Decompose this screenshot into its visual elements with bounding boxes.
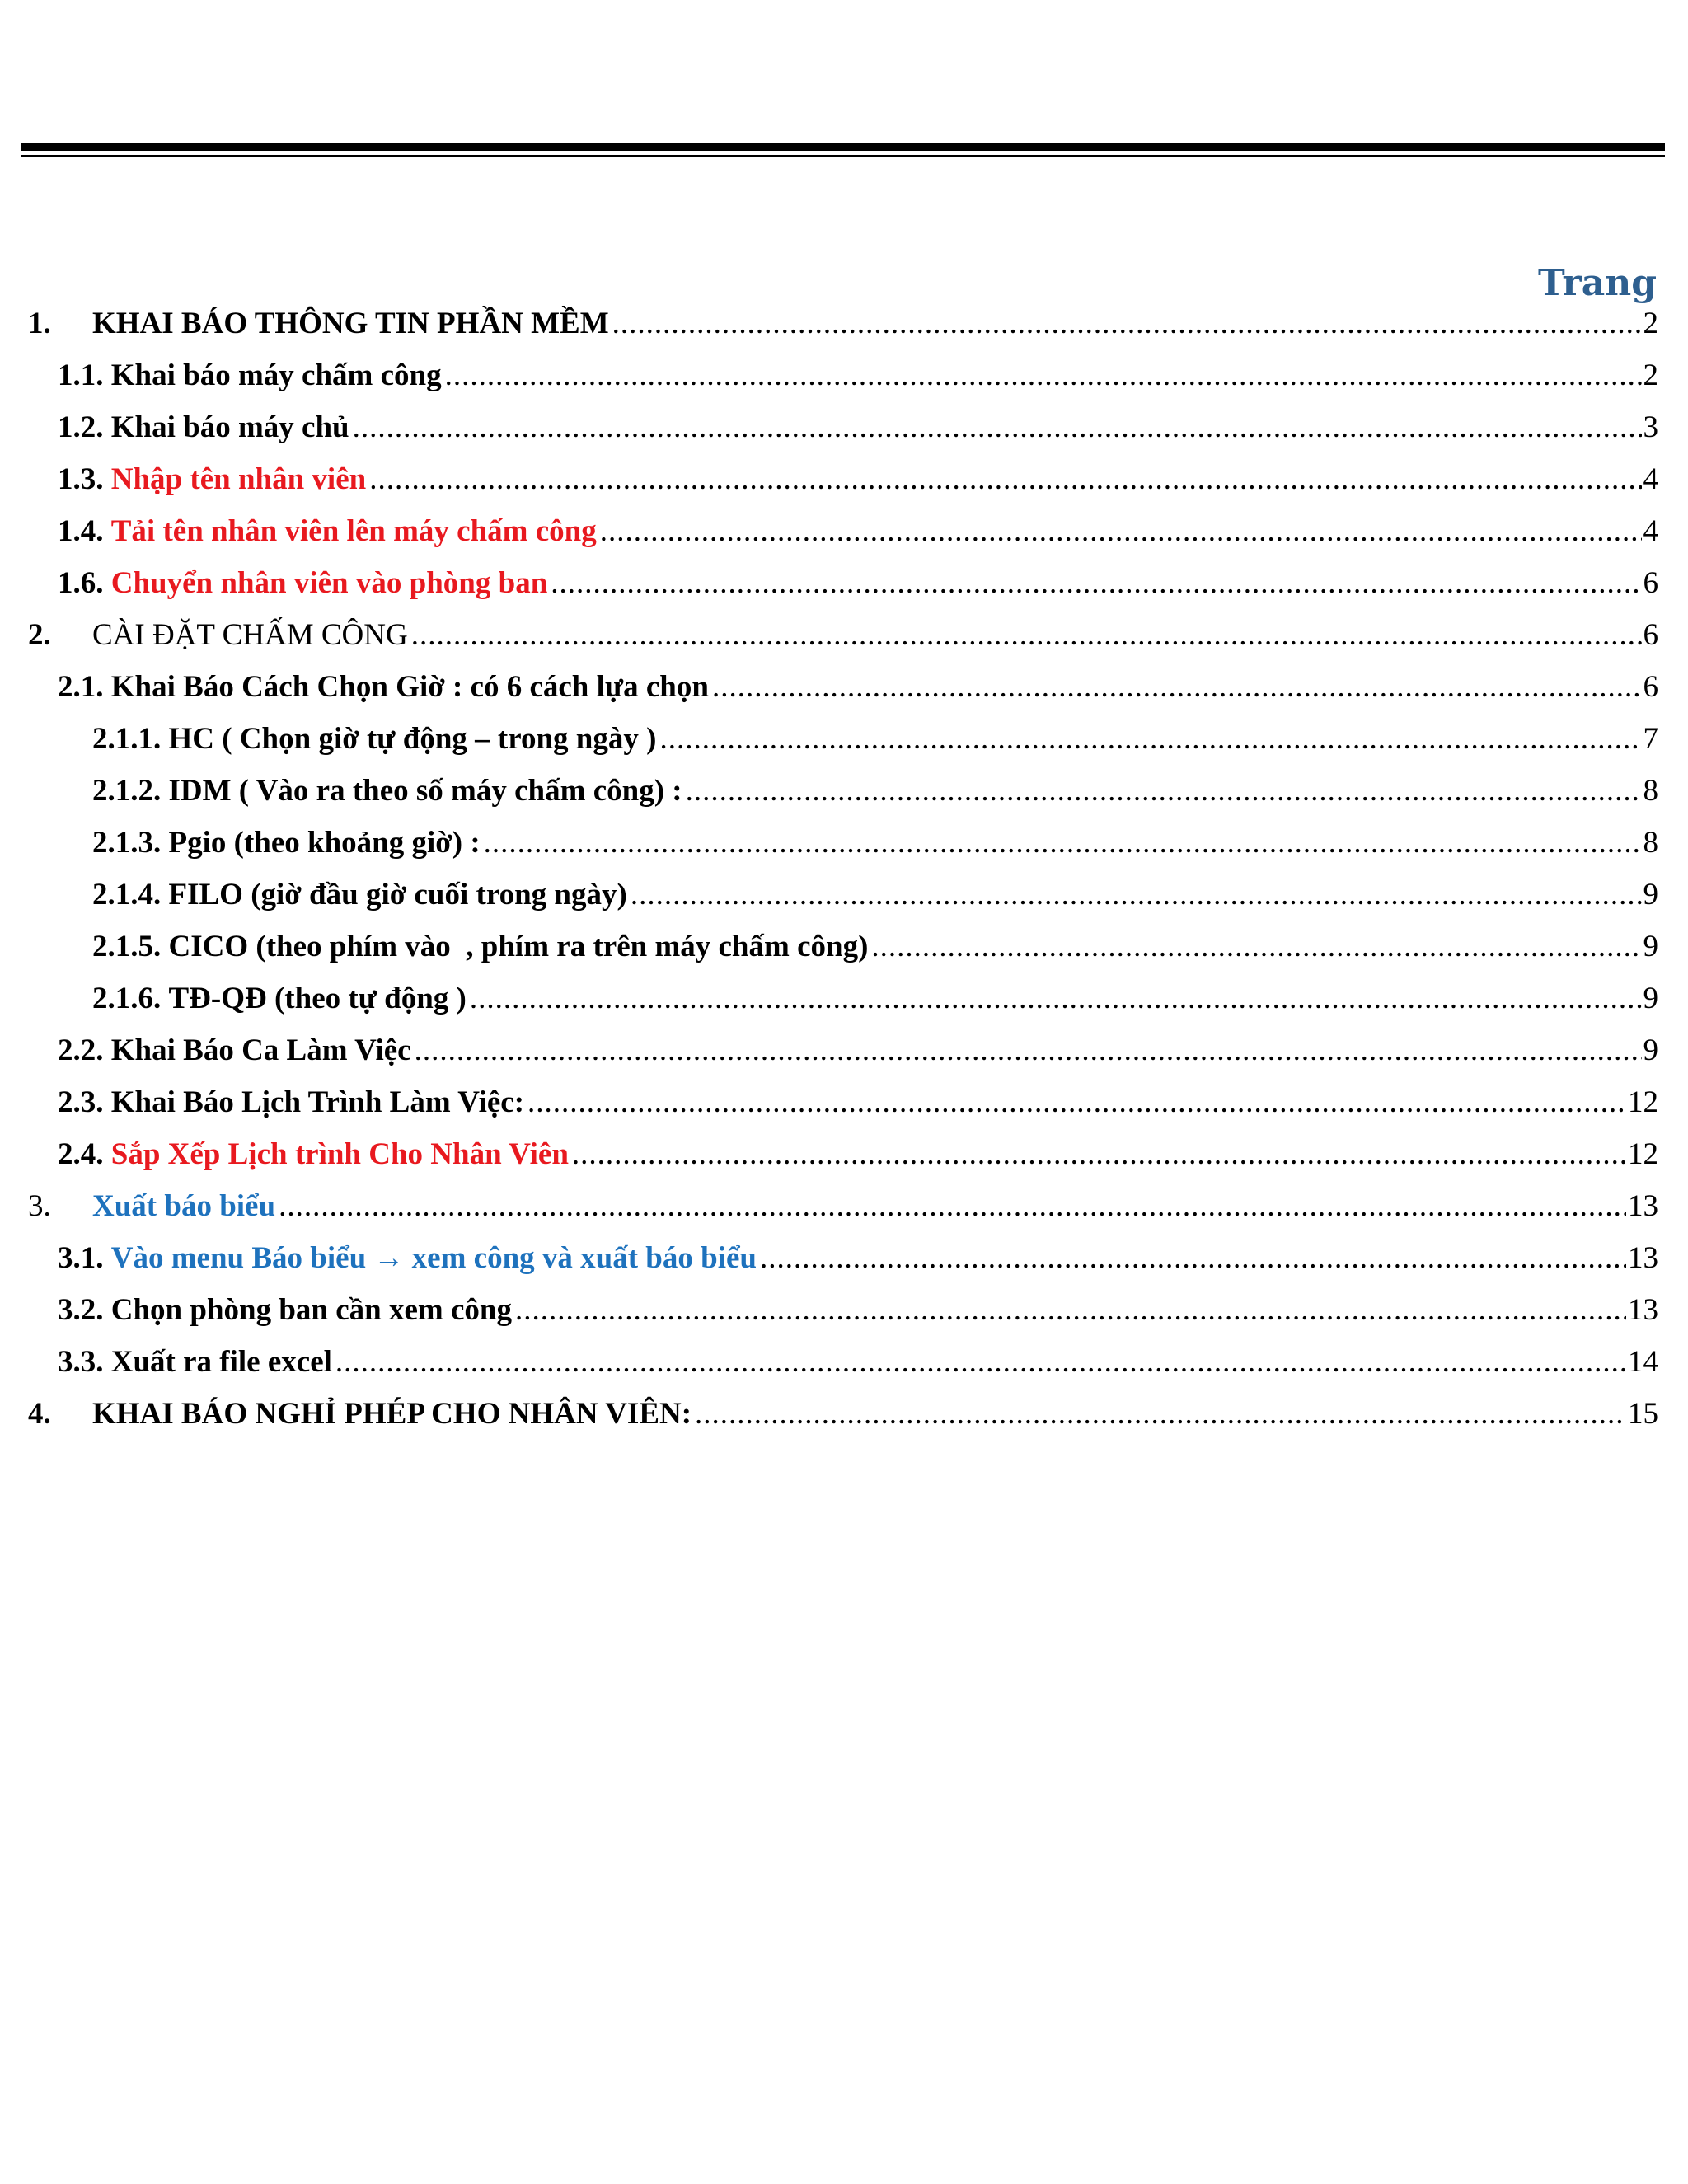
toc-entry-number: 1.3. [58, 462, 104, 496]
toc-entry-1-4[interactable] [58, 513, 1658, 565]
toc-entry-page: 9 [1643, 982, 1658, 1015]
toc-entry-title: CÀI ĐẶT CHẤM CÔNG [92, 618, 408, 652]
toc-entry-number: 1. [28, 307, 51, 340]
dot-leader [760, 1240, 1626, 1276]
toc-entry-number: 3.2. [58, 1293, 104, 1327]
toc-entry-title: Pgio (theo khoảng giờ) : [168, 826, 481, 860]
toc-entry-title: Khai báo máy chủ [110, 410, 349, 444]
dot-leader [712, 669, 1642, 705]
dot-leader [871, 929, 1641, 964]
toc-entry-page: 2 [1643, 307, 1658, 340]
dot-leader [415, 1033, 1642, 1068]
toc-entry-page: 15 [1628, 1397, 1658, 1431]
dot-leader [335, 1344, 1626, 1380]
toc-entry-page: 6 [1643, 566, 1658, 600]
dot-leader [659, 721, 1641, 757]
toc-entry-page: 13 [1628, 1241, 1658, 1275]
toc-entry-number: 1.6. [58, 566, 104, 600]
dot-leader [528, 1085, 1626, 1120]
toc-entry-title: Chuyển nhân viên vào phòng ban [110, 566, 548, 600]
toc-entry-3-3[interactable] [58, 1344, 1658, 1396]
dot-leader [411, 617, 1642, 653]
toc-entry-2-3[interactable] [58, 1085, 1658, 1137]
toc-entry-title: HC ( Chọn giờ tự động – trong ngày ) [168, 722, 657, 756]
dot-leader [369, 462, 1641, 497]
toc-entry-2-1-3[interactable] [92, 825, 1658, 877]
toc-entry-2-1-1[interactable] [92, 721, 1658, 773]
toc-entry-title: TĐ-QĐ (theo tự động ) [168, 982, 467, 1015]
toc-entry-title: Tải tên nhân viên lên máy chấm công [110, 514, 597, 548]
toc-entry-page: 9 [1643, 1033, 1658, 1067]
dot-leader [484, 825, 1642, 860]
toc-entry-2-1-5[interactable] [92, 929, 1658, 981]
toc-entry-page: 6 [1643, 670, 1658, 704]
toc-entry-page: 8 [1643, 774, 1658, 808]
toc-entry-page: 13 [1628, 1189, 1658, 1223]
toc-entry-2-4[interactable] [58, 1137, 1658, 1188]
dot-leader [695, 1396, 1626, 1432]
dot-leader [445, 358, 1642, 393]
toc-entry-title: Khai Báo Ca Làm Việc [110, 1033, 411, 1067]
toc-entry-number: 3.1. [58, 1241, 104, 1275]
toc-entry-page: 2 [1643, 359, 1658, 392]
dot-leader [551, 565, 1641, 601]
toc-entry-4[interactable] [28, 1396, 1658, 1448]
toc-entry-1-2[interactable] [58, 410, 1658, 462]
toc-entry-1-1[interactable] [58, 358, 1658, 410]
toc-entry-title: Xuất ra file excel [110, 1345, 332, 1379]
toc-entry-number: 2.1.3. [92, 826, 162, 860]
toc-entry-number: 3. [28, 1189, 51, 1223]
toc-entry-title: FILO (giờ đầu giờ cuối trong ngày) [168, 878, 627, 912]
toc-entry-number: 1.4. [58, 514, 104, 548]
toc-entry-number: 2.1.4. [92, 878, 162, 912]
toc-entry-page: 13 [1628, 1293, 1658, 1327]
dot-leader [686, 773, 1642, 808]
toc-entry-title: Sắp Xếp Lịch trình Cho Nhân Viên [110, 1137, 569, 1171]
toc-entry-title: Xuất báo biểu [92, 1189, 276, 1223]
toc-entry-page: 6 [1643, 618, 1658, 652]
header-rule-thin [21, 155, 1665, 157]
toc-entry-2-1-4[interactable] [92, 877, 1658, 929]
toc-entry-page: 3 [1643, 410, 1658, 444]
toc-entry-page: 4 [1643, 462, 1658, 496]
toc-entry-page: 9 [1643, 878, 1658, 912]
toc-entry-number: 2.1.1. [92, 722, 162, 756]
toc-entry-2-1-2[interactable] [92, 773, 1658, 825]
toc-entry-title: Vào menu Báo biểu → xem công và xuất báo biểu [110, 1241, 757, 1275]
toc-entry-page: 9 [1643, 930, 1658, 963]
toc-entry-page: 8 [1643, 826, 1658, 860]
toc-entry-1[interactable] [28, 306, 1658, 358]
toc-page-heading: Trang [1538, 262, 1657, 304]
toc-entry-2-1-6[interactable] [92, 981, 1658, 1033]
dot-leader [470, 981, 1642, 1016]
toc-entry-title: Chọn phòng ban cần xem công [110, 1293, 513, 1327]
toc-entry-2[interactable] [28, 617, 1658, 669]
toc-entry-page: 4 [1643, 514, 1658, 548]
toc-entry-number: 2.1.5. [92, 930, 162, 963]
toc-entry-title: IDM ( Vào ra theo số máy chấm công) : [168, 774, 682, 808]
dot-leader [600, 513, 1642, 549]
dot-leader [279, 1188, 1626, 1224]
toc-entry-1-6[interactable] [58, 565, 1658, 617]
toc-entry-title: Khai báo máy chấm công [110, 359, 442, 392]
toc-entry-3-1[interactable] [58, 1240, 1658, 1292]
toc-entry-3-2[interactable] [58, 1292, 1658, 1344]
toc-entry-number: 2.2. [58, 1033, 104, 1067]
dot-leader [612, 306, 1642, 341]
toc-entry-number: 2.1. [58, 670, 104, 704]
dot-leader [353, 410, 1642, 445]
toc-entry-number: 1.1. [58, 359, 104, 392]
toc-entry-number: 4. [28, 1397, 51, 1431]
toc-entry-2-2[interactable] [58, 1033, 1658, 1085]
toc-entry-title: Nhập tên nhân viên [110, 462, 367, 496]
toc-entry-number: 2. [28, 618, 51, 652]
toc-entry-number: 2.4. [58, 1137, 104, 1171]
dot-leader [515, 1292, 1626, 1328]
toc-entry-title: KHAI BÁO THÔNG TIN PHẦN MỀM [92, 307, 609, 340]
toc-entry-number: 2.1.6. [92, 982, 162, 1015]
toc-entry-page: 12 [1628, 1137, 1658, 1171]
toc-entry-3[interactable] [28, 1188, 1658, 1240]
toc-entry-number: 2.1.2. [92, 774, 162, 808]
header-rule-thick [21, 143, 1665, 151]
toc-entry-title: CICO (theo phím vào , phím ra trên máy chấm công) [168, 930, 869, 963]
toc-entry-title: Khai Báo Lịch Trình Làm Việc: [110, 1085, 525, 1119]
dot-leader [572, 1137, 1626, 1172]
toc-entry-page: 14 [1628, 1345, 1658, 1379]
toc-entry-number: 2.3. [58, 1085, 104, 1119]
toc-entry-page: 12 [1628, 1085, 1658, 1119]
dot-leader [631, 877, 1642, 912]
toc-entry-1-3[interactable] [58, 462, 1658, 513]
toc-entry-number: 3.3. [58, 1345, 104, 1379]
toc-entry-title: Khai Báo Cách Chọn Giờ : có 6 cách lựa chọn [110, 670, 709, 704]
toc-entry-page: 7 [1643, 722, 1658, 756]
toc-entry-number: 1.2. [58, 410, 104, 444]
toc-entry-2-1[interactable] [58, 669, 1658, 721]
toc-entry-title: KHAI BÁO NGHỈ PHÉP CHO NHÂN VIÊN: [92, 1397, 692, 1431]
